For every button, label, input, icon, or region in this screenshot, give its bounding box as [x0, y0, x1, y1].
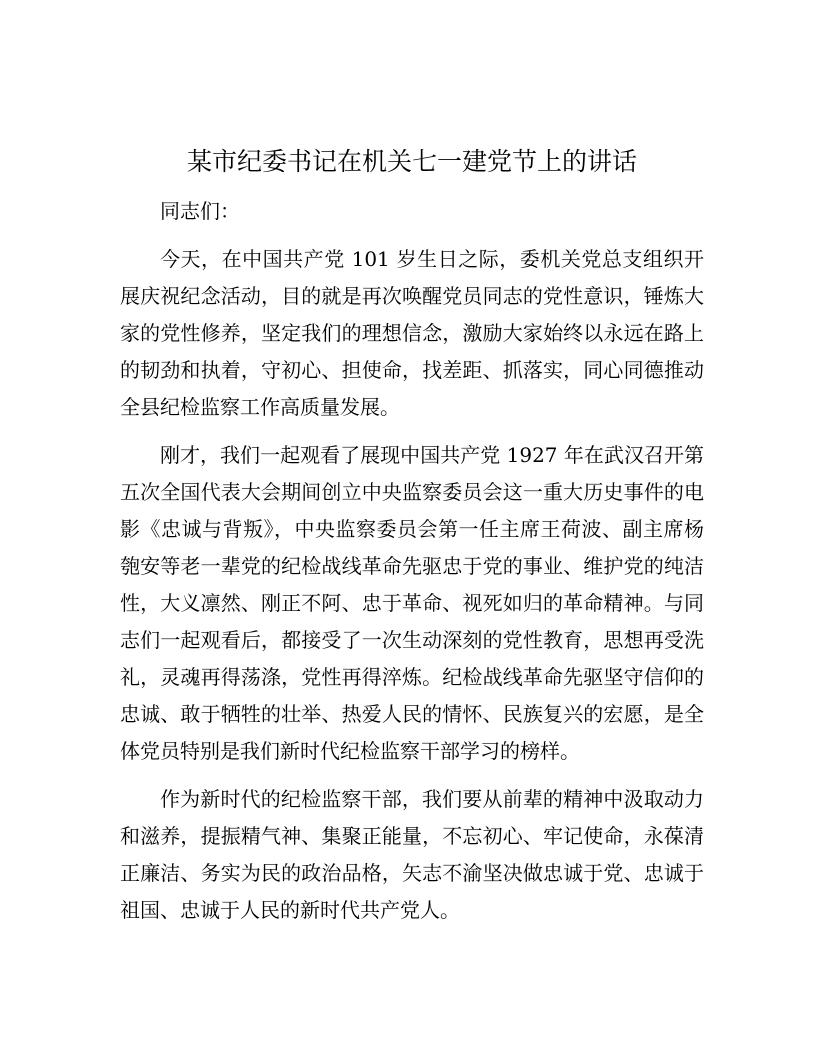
document-body: [120, 193, 704, 940]
document-title: 某市纪委书记在机关七一建党节上的讲话: [186, 147, 637, 176]
paragraph-3: 作为新时代的纪检监察干部，我们要从前辈的精神中汲取动力和滋养，提振精气神、集聚正能量，不忘初心、牢记使命，永葆清正廉洁、务实为民的政治品格，矢志不渝坚决做忠诚于党、忠诚于祖国、忠诚于人民的新时代共产党人。: [120, 787, 704, 922]
paragraph-1: 今天，在中国共产党 101 岁生日之际，委机关党总支组织开展庆祝纪念活动，目的就是再次唤醒党员同志的党性意识，锤炼大家的党性修养，坚定我们的理想信念，激励大家始终以永远在路上的韧劲和执着，守初心、担使命，找差距、抓落实，同心同德推动全县纪检监察工作高质量发展。: [120, 247, 704, 419]
greeting-line: 同志们：: [160, 199, 240, 223]
paragraph-2: 刚才，我们一起观看了展现中国共产党 1927 年在武汉召开第五次全国代表大会期间创立中央监察委员会这一重大历史事件的电影《忠诚与背叛》，中央监察委员会第一任主席王荷波、副主席杨匏安等老一辈党的纪检战线革命先驱忠于党的事业、维护党的纯洁性，大义凛然、刚正不阿、忠于革命、视死如归的革命精神。与同志们一起观看后，都接受了一次生动深刻的党性教育，思想再受洗礼，灵魂再得荡涤，党性再得淬炼。纪检战线革命先驱坚守信仰的忠诚、敢于牺牲的壮举、热爱人民的情怀、民族复兴的宏愿，是全体党员特别是我们新时代纪检监察干部学习的榜样。: [120, 443, 704, 763]
